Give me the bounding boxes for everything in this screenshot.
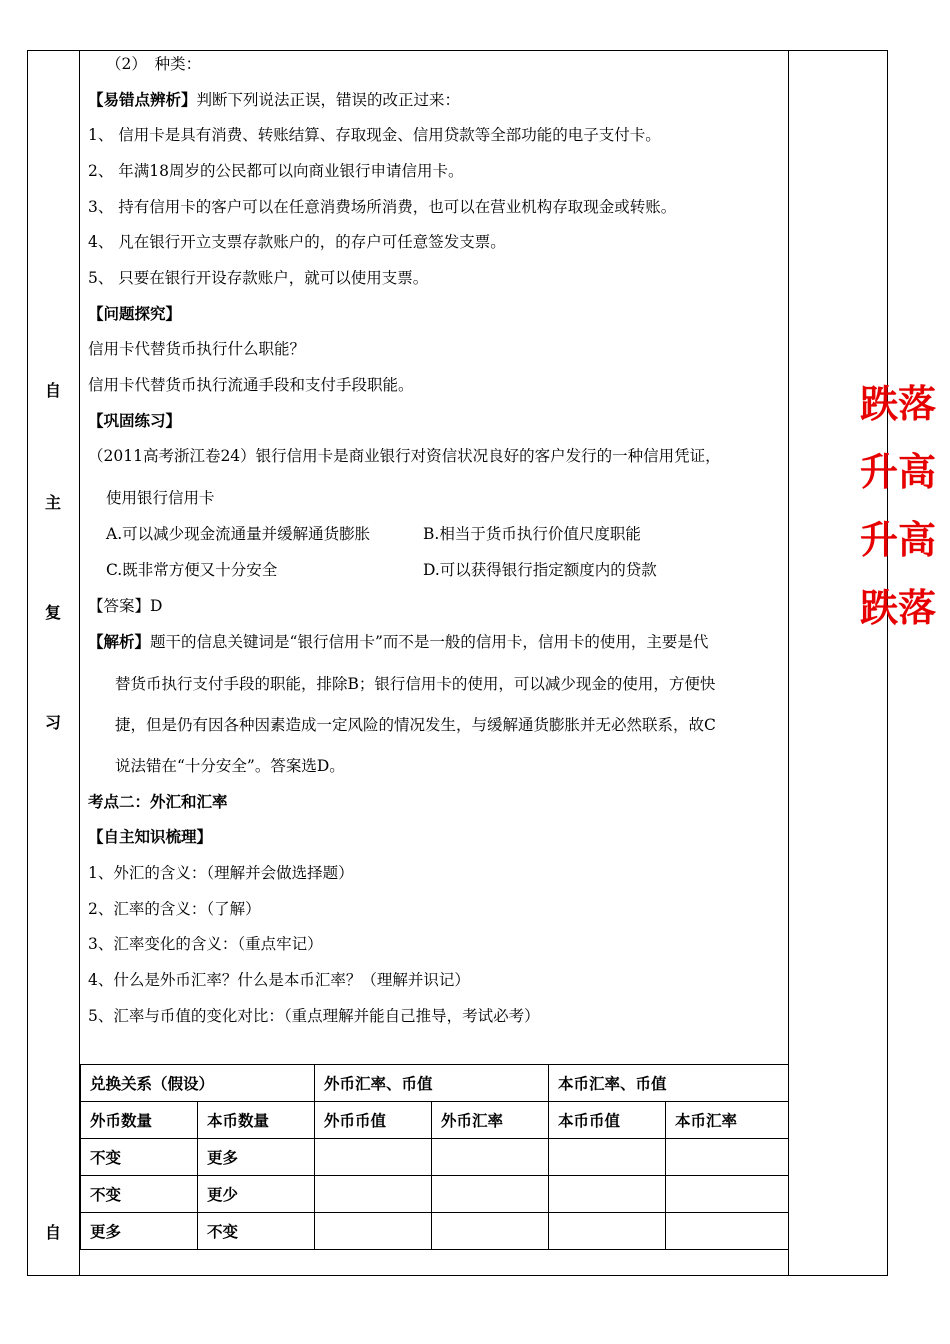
table-cell-empty — [549, 1176, 666, 1213]
table-row — [81, 1213, 789, 1250]
table-cell-empty — [666, 1139, 789, 1176]
subheader-local-value: 本币币值 — [549, 1102, 666, 1139]
margin-word: 升高 — [860, 450, 937, 494]
margin-word: 跌落 — [860, 382, 937, 426]
subheader-local-rate: 本币汇率 — [666, 1102, 789, 1139]
mistake-heading: 【易错点辨析】 — [88, 91, 197, 109]
side-label-char: 习 — [44, 713, 61, 732]
header-local-rate: 本币汇率、币值 — [549, 1065, 789, 1102]
mistake-item-4: 4、 凡在银行开立支票存款账户的，的存户可任意签发支票。 — [88, 233, 506, 251]
option-b: B.相当于货币执行价值尺度职能 — [423, 525, 641, 543]
table-cell: 不变 — [198, 1213, 315, 1250]
analysis-line-3: 捷，但是仍有因各种因素造成一定风险的情况发生，与缓解通货膨胀并无必然联系，故C — [115, 716, 716, 734]
exchange-rate-table — [80, 1064, 789, 1250]
margin-word: 升高 — [860, 518, 937, 562]
header-foreign-rate: 外币汇率、币值 — [315, 1065, 549, 1102]
margin-word: 跌落 — [860, 586, 937, 630]
mistake-item-3: 3、 持有信用卡的客户可以在任意消费场所消费，也可以在营业机构存取现金或转账。 — [88, 198, 677, 216]
practice-question-line-2: 使用银行信用卡 — [106, 489, 215, 507]
analysis-line-2: 替货币执行支付手段的职能，排除B；银行信用卡的使用，可以减少现金的使用，方便快 — [115, 675, 716, 693]
table-cell-empty — [549, 1139, 666, 1176]
table-cell: 更少 — [198, 1176, 315, 1213]
practice-question-line-1: （2011高考浙江卷24）银行信用卡是商业银行对资信状况良好的客户发行的一种信用凭证， — [88, 447, 721, 465]
table-cell-empty — [666, 1213, 789, 1250]
side-label-char: 自 — [44, 1223, 61, 1242]
table-cell-empty — [432, 1139, 549, 1176]
subheader-foreign-value: 外币币值 — [315, 1102, 432, 1139]
table-subheader-row — [81, 1102, 789, 1139]
knowledge-item-5: 5、汇率与币值的变化对比：（重点理解并能自己推导，考试必考） — [88, 1007, 540, 1025]
answer-line: 【答案】D — [88, 597, 163, 615]
knowledge-item-2: 2、汇率的含义：（了解） — [88, 900, 261, 918]
side-label-char: 自 — [44, 381, 61, 400]
table-cell-empty — [315, 1176, 432, 1213]
table-cell: 更多 — [198, 1139, 315, 1176]
side-label-char: 复 — [44, 603, 61, 622]
option-a: A.可以减少现金流通量并缓解通货膨胀 — [106, 525, 371, 543]
mistake-instruction: 判断下列说法正误，错误的改正过来： — [196, 91, 461, 109]
knowledge-item-3: 3、汇率变化的含义：（重点牢记） — [88, 935, 323, 953]
table-cell-empty — [315, 1213, 432, 1250]
table-cell: 不变 — [81, 1176, 198, 1213]
margin-annotations — [860, 370, 950, 642]
analysis-heading: 【解析】 — [88, 633, 151, 651]
table-cell-empty — [666, 1176, 789, 1213]
kind-line: （2） 种类： — [106, 55, 202, 73]
analysis-line-4: 说法错在“十分安全”。答案选D。 — [115, 757, 345, 775]
subheader-local-amount: 本币数量 — [198, 1102, 315, 1139]
table-cell-empty — [432, 1213, 549, 1250]
mistake-line — [88, 90, 460, 110]
practice-heading: 【巩固练习】 — [88, 412, 182, 430]
subheader-foreign-amount: 外币数量 — [81, 1102, 198, 1139]
table-cell-empty — [549, 1213, 666, 1250]
table-cell-empty — [315, 1139, 432, 1176]
table-cell: 不变 — [81, 1139, 198, 1176]
option-d: D.可以获得银行指定额度内的贷款 — [423, 561, 657, 579]
self-study-heading: 【自主知识梳理】 — [88, 828, 213, 846]
header-exchange-relation: 兑换关系（假设） — [81, 1065, 315, 1102]
explore-answer: 信用卡代替货币执行流通手段和支付手段职能。 — [88, 376, 414, 394]
mistake-item-2: 2、 年满18周岁的公民都可以向商业银行申请信用卡。 — [88, 162, 464, 180]
knowledge-item-4: 4、什么是外币汇率？什么是本币汇率？（理解并识记） — [88, 971, 470, 989]
analysis-text: 题干的信息关键词是“银行信用卡”而不是一般的信用卡，信用卡的使用，主要是代 — [150, 633, 709, 651]
mistake-item-5: 5、 只要在银行开设存款账户，就可以使用支票。 — [88, 269, 429, 287]
table-header-row — [81, 1065, 789, 1102]
mistake-item-1: 1、 信用卡是具有消费、转账结算、存取现金、信用贷款等全部功能的电子支付卡。 — [88, 126, 661, 144]
table-row — [81, 1139, 789, 1176]
subheader-foreign-rate: 外币汇率 — [432, 1102, 549, 1139]
side-label-char: 主 — [44, 493, 61, 512]
table-cell-empty — [432, 1176, 549, 1213]
explore-question: 信用卡代替货币执行什么职能？ — [88, 340, 306, 358]
analysis-line-1 — [88, 632, 708, 652]
topic-2-heading: 考点二：外汇和汇率 — [88, 793, 228, 811]
knowledge-item-1: 1、外汇的含义：（理解并会做选择题） — [88, 864, 354, 882]
option-c: C.既非常方便又十分安全 — [106, 561, 278, 579]
table-row — [81, 1176, 789, 1213]
explore-heading: 【问题探究】 — [88, 305, 182, 323]
table-cell: 更多 — [81, 1213, 198, 1250]
